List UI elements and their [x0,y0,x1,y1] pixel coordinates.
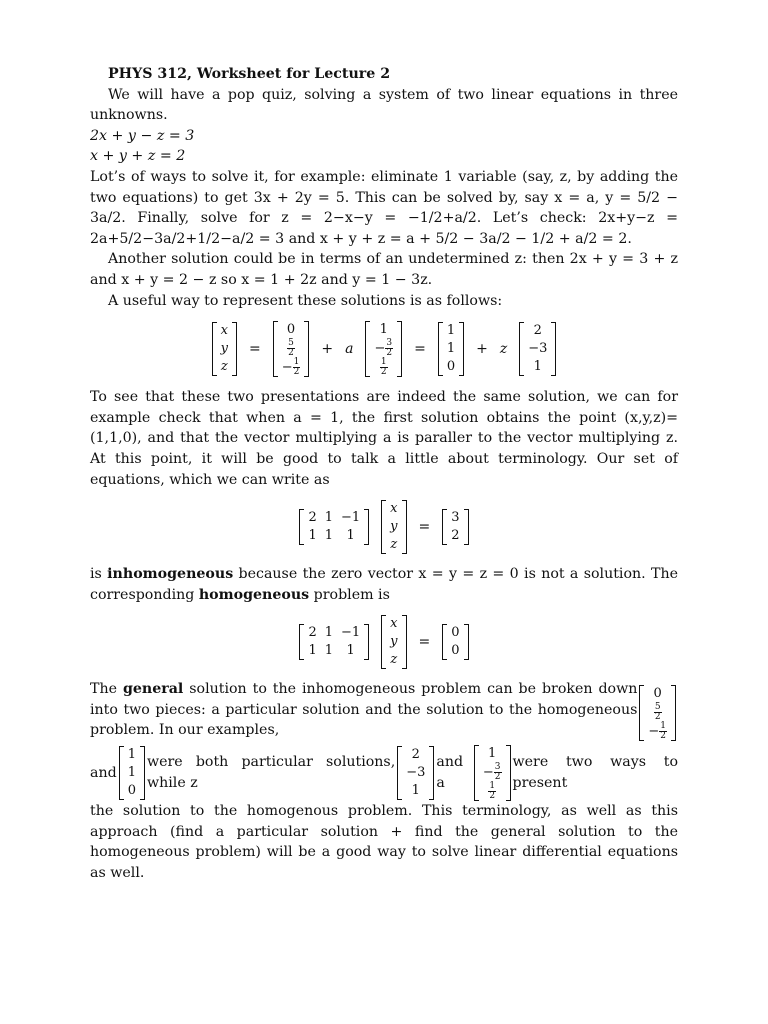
cell: 1 [488,746,497,762]
intro-paragraph: We will have a pop quiz, solving a system of two linear equations in three unknowns. [90,86,678,124]
homogeneous-vector-a [365,321,402,377]
alt-solution-paragraph: Another solution could be in terms of an undetermined z: then 2x + y = 3 + z and x + y = 2 − z so x = 1 + 2z and y = 1 − 3z. [90,251,678,288]
coefficient-matrix [299,509,369,545]
frac-num: 5 [654,702,661,713]
vec-x: x [220,323,228,339]
vec-x: x [390,616,398,632]
rhs-vector [442,509,468,545]
vector-solution-display [90,321,678,377]
cell: −1 [341,510,361,526]
cell: 1 [411,783,420,799]
cell: −1 [341,625,361,641]
particular-vector-z [438,322,464,376]
cell: 2 [533,323,542,339]
cell: −3 [528,341,548,357]
frac-den: 2 [386,348,393,359]
plus-sign: + [321,340,334,357]
frac-num: 3 [494,762,501,773]
cell: 0 [451,625,460,641]
equals-sign: = [248,340,261,357]
plus-sign: + [476,340,488,357]
cell: 2 [451,528,460,544]
cell: 1 [308,528,317,544]
vec-x: x [390,501,398,517]
cell: 0 [127,783,136,799]
frac-den: 2 [380,367,387,378]
cell: 2 [411,747,420,763]
cell: 2 [308,625,317,641]
vec-y: y [390,519,398,535]
cell: 1 [346,528,355,544]
vec-z: z [220,359,228,375]
minus-sign: − [482,765,494,781]
text: were both particular solutions, while z [146,754,396,792]
frac-den: 2 [654,712,661,723]
frac-num: 1 [660,721,666,732]
minus-sign: − [374,341,386,357]
frac-num: 5 [288,338,294,349]
vector-110-inline [119,746,145,800]
xyz-vector [212,322,237,376]
text: and [90,764,117,781]
homogeneous-system-display [90,615,678,669]
equation-2: x + y + z = 2 [90,148,186,165]
cell: 1 [533,359,542,375]
text: were two ways to present [512,754,678,792]
frac-num: 1 [293,357,300,368]
cell: 1 [324,510,333,526]
vec-y: y [220,341,228,357]
cell: 1 [446,341,456,357]
cell: 1 [324,643,333,659]
particular-vector-a [273,321,310,377]
cell: 0 [446,359,456,375]
terminology-paragraph: the solution to the homogenous problem. This terminology, as well as this approach (find a particular solution + find the general solution to the homogeneous problem) will be a good way to solve linear differential equations as well. [90,803,678,881]
solution-paragraph: Lot’s of ways to solve it, for example: eliminate 1 variable (say, z, by adding the two equations) to get 3x + 2y = 5. This can be solved by, say x = a, y = 5/2 − 3a/2. Finally, solve for z = 2−x−y = −1/2+a/2. Let’s check: 2x+y−z = 2a+5/2−3a/2+1/2−a/2 = 3 and x + y + z = a + 5/2 − 3a/2 − 1/2 + a/2 = 2. [90,168,678,247]
term-homogeneous: homogeneous [198,586,310,603]
vec-z: z [390,652,398,668]
frac-den: 2 [660,731,666,742]
worksheet-page [90,64,678,883]
zero-vector [442,624,468,660]
frac-num: 3 [386,338,393,349]
frac-den: 2 [293,367,300,378]
minus-sign: − [648,724,660,740]
equals-sign: = [418,633,431,650]
general-text [90,679,637,741]
cell: 1 [324,528,333,544]
cell: 1 [308,643,317,659]
text: The [90,681,123,698]
text: and a [436,754,464,792]
homogeneous-vector-z [519,322,556,376]
cell: 0 [286,322,296,338]
cell: 1 [127,747,136,763]
page-title: PHYS 312, Worksheet for Lecture 2 [108,66,391,82]
coef-z: z [499,340,508,357]
cell: 0 [451,643,460,659]
vec-y: y [390,634,398,650]
frac-den: 2 [494,772,501,783]
cell: −3 [406,765,426,781]
inhomogeneous-paragraph [90,564,678,605]
cell: 1 [127,765,136,781]
term-general: general [122,681,184,698]
equals-sign: = [414,340,426,357]
representation-intro: A useful way to represent these solutions is as follows: [108,292,503,309]
text: solution to the inhomogeneous problem can be broken down into two pieces: a particular solution and the solution to the homogeneous problem. In our examples, [90,681,638,739]
xyz-vector [381,500,406,554]
text: because the zero vector x = y = z = 0 is not a solution. The corresponding [90,566,678,603]
term-inhomogeneous: inhomogeneous [107,566,234,583]
particular-solutions-line [90,745,678,801]
frac-den: 2 [489,791,496,802]
text: problem is [309,586,390,603]
xyz-vector [381,615,406,669]
vector-231-inline [397,746,434,800]
vec-z: z [390,537,398,553]
general-solution-paragraph [90,679,678,741]
coefficient-matrix [299,624,369,660]
inhomogeneous-system-display [90,500,678,554]
equation-1: 2x + y − z = 3 [90,127,195,144]
text: is [90,566,108,583]
particular-vector-a-inline [639,685,676,741]
cell: 1 [379,322,388,338]
coef-a: a [345,340,354,357]
frac-num: 1 [489,781,496,792]
cell: 1 [446,323,456,339]
presentations-paragraph: To see that these two presentations are indeed the same solution, we can for example check that when a = 1, the first solution obtains the point (x,y,z)=(1,1,0), and that the vector multiplying a is paraller to the vector multiplying z. At this point, it will be good to talk a little about terminology. Our set of equations, which we can write as [90,389,678,488]
cell: 0 [653,686,662,702]
frac-den: 2 [288,348,294,359]
cell: 2 [308,510,317,526]
minus-sign: − [281,360,293,376]
frac-num: 1 [380,357,387,368]
cell: 1 [346,643,355,659]
cell: 3 [451,510,460,526]
cell: 1 [324,625,333,641]
homogeneous-vector-a-inline [474,745,511,801]
equals-sign: = [418,518,431,535]
